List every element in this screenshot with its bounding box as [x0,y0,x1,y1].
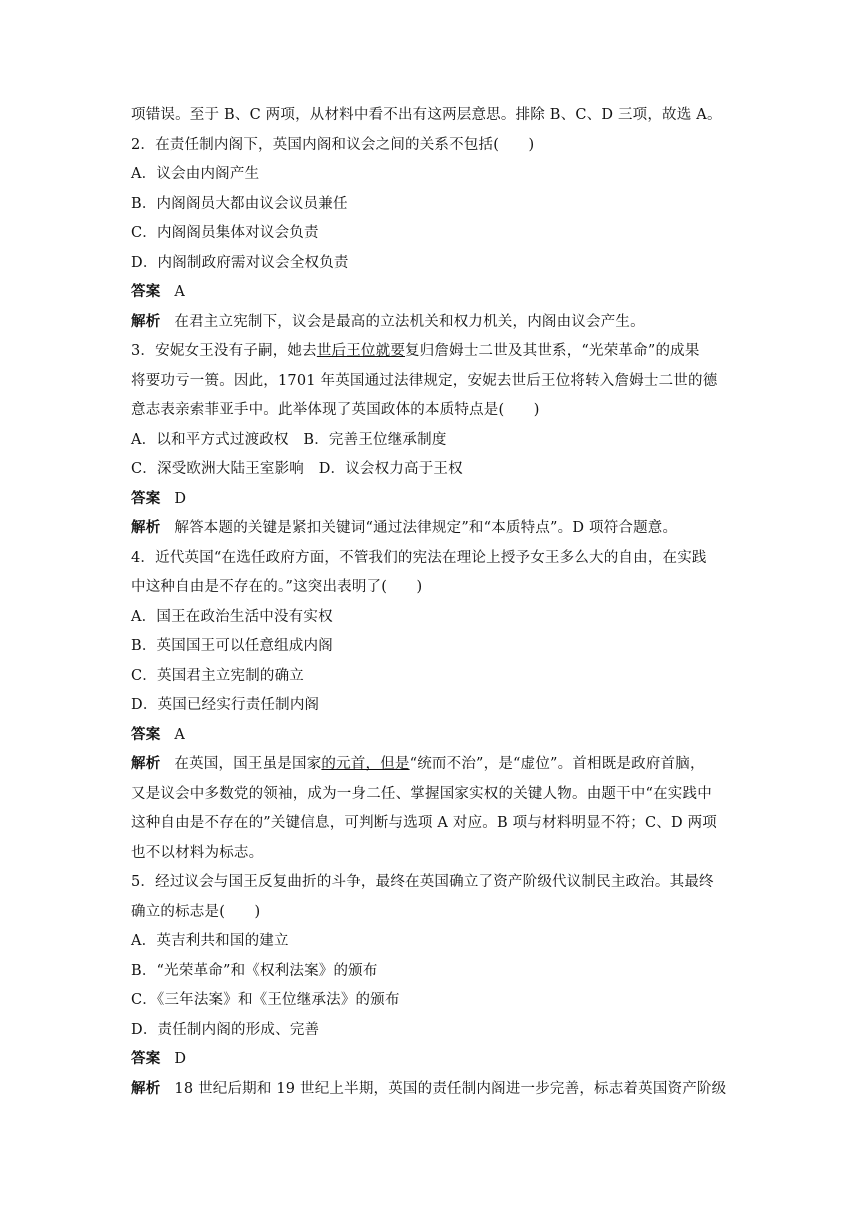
analysis-line: 也不以材料为标志。 [131,844,264,861]
analysis-line: 又是议会中多数党的领袖，成为一身二任、掌握国家实权的关键人物。由题干中“在实践中 [131,785,712,802]
analysis-label: 解析 [131,520,161,536]
question-stem-line: 确立的标志是( ) [131,903,261,920]
stem-text: 复归詹姆士二世及其世系，“光荣革命”的成果 [405,343,700,359]
analysis-text: 在英国，国王虽是国家 [174,756,322,772]
options-row-ab: A．以和平方式过渡政权 B．完善王位继承制度 [131,431,447,448]
analysis-row [131,308,743,338]
analysis-label: 解析 [131,756,161,772]
option-a: A．国王在政治生活中没有实权 [131,608,333,625]
answer-row [131,485,743,515]
analysis-row [131,1075,743,1105]
question-stem-line: 意志表亲索菲亚手中。此举体现了英国政体的本质特点是( ) [131,402,540,418]
option-d: D．内阁制政府需对议会全权负责 [131,254,349,271]
answer-row [131,278,743,308]
option-c: C．英国君主立宪制的确立 [131,667,304,684]
answer-row [131,1045,743,1075]
analysis-label: 解析 [131,1080,161,1097]
analysis-text: 解答本题的关键是紧扣关键词“通过法律规定”和“本质特点”。D 项符合题意。 [174,520,678,536]
analysis-line: 这种自由是不存在的”关键信息，可判断与选项 A 对应。B 项与材料明显不符；C、D 两项 [131,815,717,831]
analysis-row [131,514,743,544]
answer-label: 答案 [131,1051,161,1067]
question-3 [131,337,743,544]
answer-value: D [174,1051,187,1067]
option-d: D．责任制内阁的形成、完善 [131,1021,320,1038]
option-c: C．内阁阁员集体对议会负责 [131,225,319,241]
stem-text: 3．安妮女王没有子嗣，她去 [131,343,317,359]
analysis-text: “统而不治”，是“虚位”。首相既是政府首脑， [409,756,705,772]
answer-label: 答案 [131,726,161,743]
option-b: B．“光荣革命”和《权利法案》的颁布 [131,962,378,979]
answer-value: D [174,490,187,507]
question-stem-line: 将要功亏一篑。因此，1701 年英国通过法律规定，安妮去世后王位将转入詹姆士二世的德 [131,372,718,389]
option-a: A．议会由内阁产生 [131,166,260,182]
options-row-cd: C．深受欧洲大陆王室影响 D．议会权力高于王权 [131,461,463,477]
answer-value: A [174,284,186,300]
question-stem-line: 4．近代英国“在选任政府方面，不管我们的宪法在理论上授予女王多么大的自由，在实践 [131,549,707,566]
analysis-text: 在君主立宪制下，议会是最高的立法机关和权力机关，内阁由议会产生。 [174,313,645,330]
question-stem-line: 5．经过议会与国王反复曲折的斗争，最终在英国确立了资产阶级代议制民主政治。其最终 [131,874,714,890]
option-a: A．英吉利共和国的建立 [131,933,289,949]
document-page [131,101,743,1104]
answer-label: 答案 [131,490,161,507]
answer-row [131,721,743,751]
analysis-text: 18 世纪后期和 19 世纪上半期，英国的责任制内阁进一步完善，标志着英国资产阶级 [174,1080,727,1097]
option-d: D．英国已经实行责任制内阁 [131,697,320,713]
option-b: B．内阁阁员大都由议会议员兼任 [131,195,348,212]
analysis-label: 解析 [131,313,161,330]
question-5 [131,868,743,1104]
question-stem-line: 中这种自由是不存在的。”这突出表明了( ) [131,579,423,595]
analysis-row [131,750,743,780]
q1-explanation-tail: 项错误。至于 B、C 两项，从材料中看不出有这两层意思。排除 B、C、D 三项，故选 A。 [131,107,722,123]
underlined-text: 的元首，但是 [321,756,410,772]
question-2 [131,131,743,338]
underlined-text: 世后王位就要 [316,343,406,359]
answer-label: 答案 [131,284,161,300]
option-c: C．《三年法案》和《王位继承法》的颁布 [131,992,400,1008]
question-stem: 2．在责任制内阁下，英国内阁和议会之间的关系不包括( ) [131,136,535,153]
question-stem-line [131,337,743,367]
question-4 [131,544,743,869]
option-b: B．英国国王可以任意组成内阁 [131,638,333,654]
answer-value: A [174,726,186,743]
